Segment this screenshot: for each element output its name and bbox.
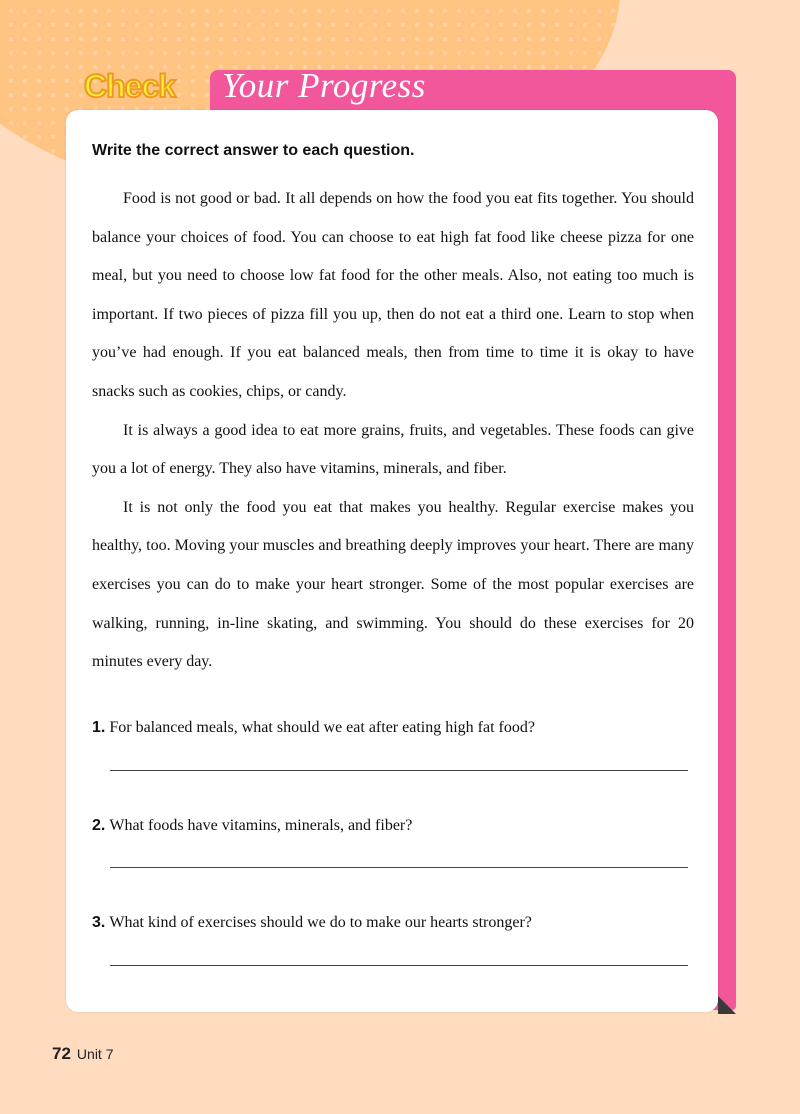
passage-paragraph-2: It is always a good idea to eat more grains, fruits, and vegetables. These foods can give you a lot of energy. They also have vitamins, minerals, and fiber. (92, 421, 694, 478)
question-text: What foods have vitamins, minerals, and fiber? (109, 817, 413, 834)
passage-paragraph-1: Food is not good or bad. It all depends on how the food you eat fits together. You should balance your choices of food. You can choose to eat high fat food like cheese pizza for one meal, but you need to choose low fat food for the other meals. Also, not eating too much is important. If two pieces of pizza fill you up, then do not eat a third one. Learn to stop when you’ve had enough. If you eat balanced meals, then from time to time it is okay to have snacks such as cookies, chips, or candy. (92, 190, 694, 400)
question-3 (92, 914, 702, 932)
question-2 (92, 817, 702, 835)
page-footer (52, 1044, 114, 1064)
unit-label: Unit 7 (76, 1046, 114, 1062)
answer-line-3[interactable] (110, 965, 688, 966)
question-number: 1. (92, 719, 106, 736)
page-number: 72 (52, 1044, 71, 1063)
check-label: Check (84, 68, 176, 104)
passage-paragraph-3: It is not only the food you eat that makes you healthy. Regular exercise makes you healthy, too. Moving your muscles and breathing deeply improves your heart. There are many exercises you can do to make your heart stronger. Some of the most popular exercises are walking, running, in-line skating, and swimming. You should do these exercises for 20 minutes every day. (92, 498, 694, 671)
question-text: What kind of exercises should we do to make our hearts stronger? (109, 914, 532, 931)
question-number: 2. (92, 817, 106, 834)
instruction-text: Write the correct answer to each question. (92, 142, 415, 159)
reading-passage (92, 180, 694, 682)
page-fold-corner (718, 996, 736, 1014)
question-number: 3. (92, 914, 106, 931)
question-1 (92, 719, 702, 737)
answer-line-2[interactable] (110, 867, 688, 868)
answer-line-1[interactable] (110, 770, 688, 771)
question-text: For balanced meals, what should we eat after eating high fat food? (109, 719, 535, 736)
page-title: Your Progress (222, 66, 426, 105)
